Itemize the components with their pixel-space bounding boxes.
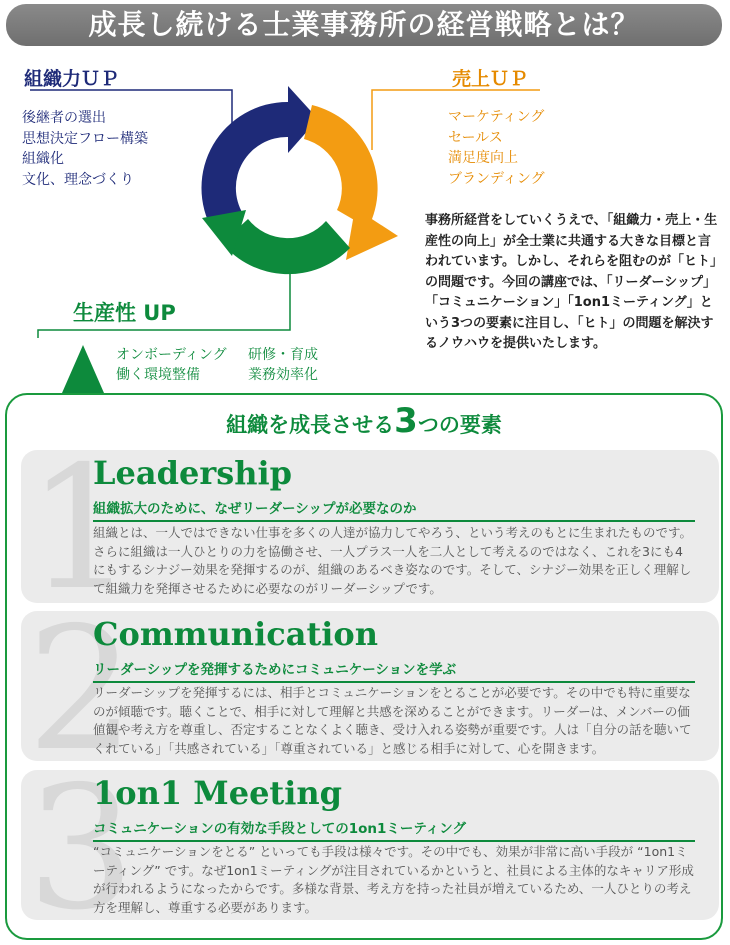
element-card-leadership [21,450,719,603]
list-item: セールス [448,129,503,146]
list-item: 研修・育成 [248,347,318,363]
card-heading: Communication [93,615,378,653]
element-card-1on1 [21,770,719,920]
list-item: 後継者の選出 [22,110,106,126]
list-item: ブランディング [448,170,545,187]
org-title: 組織力ＵＰ [24,68,120,90]
productivity-list [116,345,338,385]
productivity-title: 生産性 UP [73,301,176,325]
card-number: 3 [27,770,136,920]
org-list [22,108,148,190]
card-subheading: コミュニケーションの有効な手段としての1on1ミーティング [93,817,695,842]
list-item: マーケティング [448,109,545,125]
card-number: 1 [27,450,136,603]
orange-arc [304,105,378,228]
card-body: 組織とは、一人ではできない仕事を多くの人達が協力してやろう、という考えのもとに生まれたものです。さらに組織は一人ひとりの力を協働させ、一人プラス一人を二人として考えるのではなく、これを3にも4にもするシナジー効果を発揮するのが、組織のあるべき姿なのです。そして、シナジー効果を正しく理解して組織力を発揮させるために必要なのがリーダーシップです。 [93,525,693,596]
list-item: 満足度向上 [448,150,518,166]
element-card-communication [21,611,719,761]
page-title: 成長し続ける士業事務所の経営戦略とは？ [6,4,722,46]
panel-title [7,401,721,441]
list-item: オンボーディング [116,347,227,363]
panel-title-post: つの要素 [417,413,502,437]
list-item: 業務効率化 [248,367,318,383]
navy-arc [201,102,288,231]
list-item: 思想決定フロー構築 [22,130,148,147]
card-subheading: リーダーシップを発揮するためにコミュニケーションを学ぶ [93,658,695,683]
sales-list [448,107,545,189]
orange-arrow-head [346,208,398,260]
card-subheading: 組織拡大のために、なぜリーダーシップが必要なのか [93,497,695,522]
sales-title: 売上ＵＰ [452,68,529,90]
green-arrow-head [202,210,246,256]
panel-title-num: 3 [394,401,418,441]
card-heading: 1on1 Meeting [93,774,342,812]
panel-title-pre: 組織を成長させる [226,413,395,437]
green-arc [222,219,350,274]
card-body: リーダーシップを発揮するには、相手とコミュニケーションをとることが必要です。その中でも特に重要なのが傾聴です。聴くことで、相手に対して理解と共感を深めることができます。リーダーは、メンバーの価値観や考え方を尊重し、否定することなくよく聴き、受け入れる姿勢が重要です。人は「自分の話を聴いてくれている」「共感されている」「尊重されている」と感じる相手に対して、心を開きます。 [93,685,692,756]
card-number: 2 [27,611,136,761]
intro-text: 事務所経営をしていくうえで、「組織力・売上・生産性の向上」が全士業に共通する大きな目標と言われています。しかし、それらを阻むのが「ヒト」の問題です。今回の講座では、「リーダーシップ」「コミュニケーション」「1on1ミーティング」という3つの要素に注目し、「ヒト」の問題を解決するノウハウを提供いたします。 [425,213,723,351]
up-triangle-icon [62,345,104,393]
elements-panel [5,393,723,940]
list-item: 組織化 [22,151,64,167]
list-item: 文化、理念づくり [22,171,134,188]
card-body: “コミュニケーションをとる” といっても手段は様々です。その中でも、効果が非常に高い手段が “1on1ミーティング” です。なぜ1on1ミーティングが注目されているかというと、社員による主体的なキャリア形成が行われるようになったからです。多様な背景、考え方を持った社員が増えているため、一人ひとりの考え方を理解し、尊重する必要があります。 [93,844,694,915]
navy-arrow-head [288,86,318,153]
card-heading: Leadership [93,454,292,492]
list-item: 働く環境整備 [116,367,200,383]
